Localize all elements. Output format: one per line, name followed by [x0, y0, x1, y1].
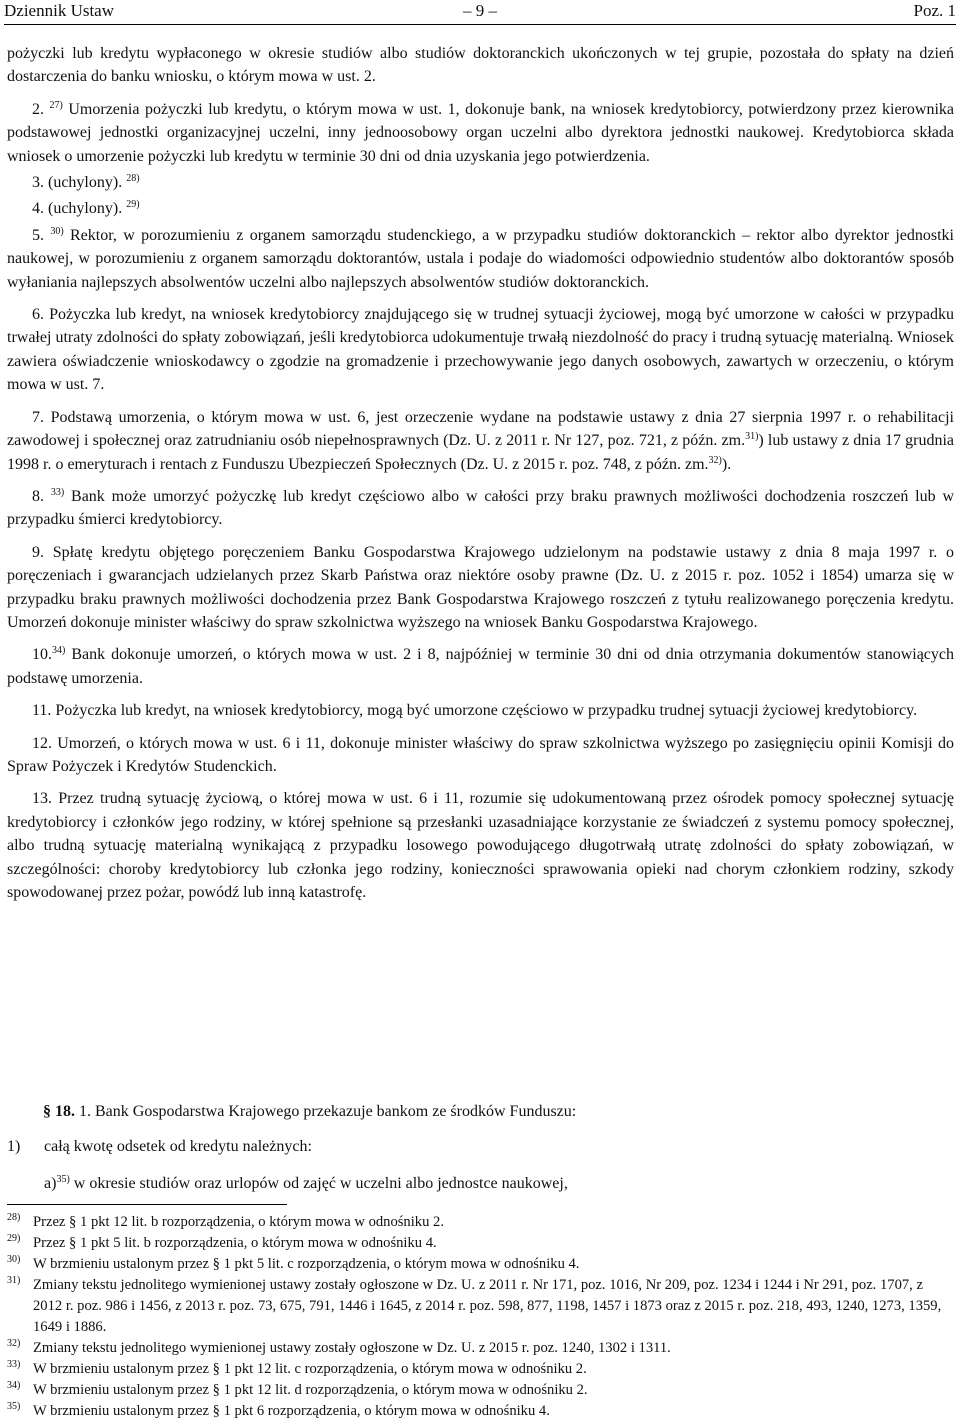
journal-title: Dziennik Ustaw: [4, 1, 115, 20]
footnote-mark: 28): [7, 1212, 21, 1223]
paragraph-text: Rektor, w porozumieniu z organem samorządu studenckiego, a w przypadku studiów doktoranckich – rektor albo dyrektor jednostki naukowej, w porozumieniu z organem samorządu doktorantów, ustala i podaje do wiadomości odpowiednio studentów albo doktorantów sposób wyłaniania najlepszych absolwentów uczelni albo najlepszych absolwentów studiów doktoranckich.: [7, 226, 955, 291]
footnote-ref: 31): [745, 431, 759, 443]
sub-list-item: [7, 1172, 954, 1195]
paragraph-10: [7, 643, 954, 690]
paragraph-text: Bank może umorzyć pożyczkę lub kredyt częściowo albo w całości przy braku prawnych możliwości dochodzenia roszczeń lub w przypadku śmierci kredytobiorcy.: [7, 487, 955, 529]
sub-list-text: w okresie studiów oraz urlopów od zajęć w uczelni albo jednostce naukowej,: [69, 1175, 568, 1192]
footnote: [7, 1233, 954, 1254]
paragraph-5: [7, 224, 954, 294]
footnote-mark: 34): [7, 1380, 21, 1391]
footnote-mark: 32): [7, 1338, 21, 1349]
footnote: [7, 1380, 954, 1401]
footnote-text: Przez § 1 pkt 12 lit. b rozporządzenia, o którym mowa w odnośniku 2.: [33, 1214, 444, 1230]
footnote-text: W brzmieniu ustalonym przez § 1 pkt 12 lit. d rozporządzenia, o którym mowa w odnośniku 2.: [33, 1382, 588, 1398]
footnote-ref: 30): [50, 225, 64, 237]
footnote: [7, 1359, 954, 1380]
footnote: [7, 1275, 954, 1338]
sub-list-letter: a): [44, 1175, 57, 1192]
page-number: – 9 –: [463, 1, 497, 20]
section-label: § 18.: [43, 1103, 75, 1120]
paragraph-number: 2.: [32, 100, 44, 118]
footnotes: [7, 1212, 954, 1422]
footnote-ref: 28): [126, 173, 140, 185]
footnote: [7, 1212, 954, 1233]
paragraph-text: ).: [721, 455, 732, 473]
section-18: [7, 1100, 954, 1195]
footnote-ref: 32): [708, 454, 722, 466]
footnote-mark: 29): [7, 1233, 21, 1244]
paragraph-4: [7, 197, 954, 220]
footnote: [7, 1401, 954, 1422]
footnote-ref: 34): [52, 645, 66, 657]
footnote-text: Przez § 1 pkt 5 lit. b rozporządzenia, o którym mowa w odnośniku 4.: [33, 1235, 437, 1251]
paragraph-text: 3. (uchylony).: [32, 174, 123, 192]
footnote-mark: 35): [7, 1401, 21, 1412]
paragraph-6: 6. Pożyczka lub kredyt, na wniosek kredytobiorcy znajdującego się w trudnej sytuacji życiowej, mogą być umorzone w całości w przypadku trwałej utraty zdolności do spłaty zobowiązań, jeśli kredytobiorca udokumentuje trwałą niezdolność do pracy i trudną sytuację materialną. Wniosek zawiera oświadczenie wnioskodawcy o zgodzie na gromadzenie i przechowywanie jego danych osobowych, zawartych w orzeczeniu, o którym mowa w ust. 7.: [7, 306, 954, 394]
footnote-separator: [7, 1204, 287, 1205]
footnote-text: Zmiany tekstu jednolitego wymienionej ustawy zostały ogłoszone w Dz. U. z 2015 r. poz. 1240, 1302 i 1311.: [33, 1340, 671, 1356]
paragraph-13: 13. Przez trudną sytuację życiową, o której mowa w ust. 6 i 11, rozumie się udokumentowaną przez ośrodek pomocy społecznej sytuację kredytobiorcy i członków jego rodziny, w której spełnione są przesłanki uzasadniające korzystanie ze świadczeń z systemu pomocy społecznej, albo trudną sytuację materialną wynikającą z przypadku losowego powodującego długotrwałą utratę zdolności do spłaty zobowiązań, w szczególności: choroby kredytobiorcy lub członka jego rodziny, konieczności sprawowania opieki nad chorym członkiem rodziny, szkody spowodowanej przez pożar, powódź lub inną katastrofę.: [7, 790, 954, 901]
footnote-ref: 27): [49, 99, 63, 111]
footnote-ref: 29): [126, 199, 140, 211]
footnote-mark: 30): [7, 1254, 21, 1265]
footnote-text: Zmiany tekstu jednolitego wymienionej ustawy zostały ogłoszone w Dz. U. z 2011 r. Nr 171, poz. 1016, Nr 209, poz. 1234 i 1244 i Nr 291, poz. 1707, z 2012 r. poz. 986 i 1456, z 2013 r. poz. 73, 675, 791, 1446 i 1645, z 2014 r. poz. 598, 877, 1198, 1457 i 1873 oraz z 2015 r. poz. 218, 493, 1240, 1273, 1359, 1649 i 1886.: [33, 1277, 942, 1335]
paragraph-3: [7, 171, 954, 194]
paragraph-text: 4. (uchylony).: [32, 200, 123, 218]
paragraph-8: [7, 485, 954, 532]
paragraph-text: Bank dokonuje umorzeń, o których mowa w ust. 2 i 8, najpóźniej w terminie 30 dni od dnia otrzymania dokumentów stanowiących podstawę umorzenia.: [7, 646, 954, 687]
footnote: [7, 1254, 954, 1275]
paragraph-7: [7, 406, 954, 476]
paragraph-number: 5.: [32, 226, 44, 244]
footnote-text: W brzmieniu ustalonym przez § 1 pkt 5 lit. c rozporządzenia, o którym mowa w odnośniku 4.: [33, 1256, 580, 1272]
position-number: Poz. 1: [913, 1, 956, 20]
paragraph-number: 8.: [32, 487, 44, 505]
paragraph-11: 11. Pożyczka lub kredyt, na wniosek kredytobiorcy, mogą być umorzone częściowo w przypadku trudnej sytuacji życiowej kredytobiorcy.: [32, 702, 918, 720]
footnote-text: W brzmieniu ustalonym przez § 1 pkt 6 rozporządzenia, o którym mowa w odnośniku 4.: [33, 1403, 550, 1419]
paragraph-text: ) lub ustawy z dnia 17 grudnia 1998 r. o emeryturach i rentach z Funduszu Ubezpieczeń Społecznych (Dz. U. z 2015 r. poz. 748, z późn. zm.: [7, 432, 955, 473]
footnote-ref: 33): [50, 486, 65, 498]
footnote-ref: 35): [56, 1174, 70, 1185]
paragraph-text: Umorzenia pożyczki lub kredytu, o którym mowa w ust. 1, dokonuje bank, na wniosek kredytobiorcy, potwierdzony przez kierownika podstawowej jednostki organizacyjnej uczelni, inny jednoosobowy organ uczelni albo dyrektora jednostki naukowej. Kredytobiorca składa wniosek o umorzenie pożyczki lub kredytu w terminie 30 dni od dnia uzyskania jego potwierdzenia.: [7, 100, 955, 165]
paragraph-9: 9. Spłatę kredytu objętego poręczeniem Banku Gospodarstwa Krajowego udzielonym na podstawie ustawy z dnia 8 maja 1997 r. o poręczeniach i gwarancjach udzielanych przez Skarb Państwa oraz niektóre osoby prawne (Dz. U. z 2015 r. poz. 1052 i 1854) umarza się w przypadku braku prawnych możliwości dochodzenia przez Bank Gospodarstwa Krajowego roszczeń z tytułu realizowanego poręczenia kredytu. Umorzeń dokonuje minister właściwy do spraw szkolnictwa wyższego na wniosek Banku Gospodarstwa Krajowego.: [7, 543, 954, 631]
footnote-mark: 33): [7, 1359, 21, 1370]
paragraph-number: 10.: [32, 646, 52, 664]
list-item: [7, 1135, 954, 1158]
footnote-mark: 31): [7, 1275, 21, 1286]
paragraph-continuation: pożyczki lub kredytu wypłaconego w okresie studiów albo studiów doktoranckich ukończonych w tej grupie, pozostała do spłaty na dzień dostarczenia do banku wniosku, o którym mowa w ust. 2.: [7, 45, 954, 86]
list-item-number: 1): [7, 1138, 21, 1155]
paragraph-2: [7, 98, 954, 168]
paragraph-text: 7. Podstawą umorzenia, o którym mowa w ust. 6, jest orzeczenie wydane na podstawie ustawy z dnia 27 sierpnia 1997 r. o rehabilitacji zawodowej i społecznej oraz zatrudnianiu osób niepełnosprawnych (Dz. U. z 2011 r. Nr 127, poz. 721, z późn. zm.: [7, 408, 954, 450]
section-18-heading: [7, 1100, 954, 1123]
paragraph-12: 12. Umorzeń, o których mowa w ust. 6 i 11, dokonuje minister właściwy do spraw szkolnictwa wyższego po zasięgnięciu opinii Komisji do Spraw Pożyczek i Kredytów Studenckich.: [7, 734, 954, 775]
footnote: [7, 1338, 954, 1359]
section-text: 1. Bank Gospodarstwa Krajowego przekazuje bankom ze środków Funduszu:: [75, 1103, 577, 1120]
main-text: [7, 42, 954, 904]
footnote-text: W brzmieniu ustalonym przez § 1 pkt 12 lit. c rozporządzenia, o którym mowa w odnośniku 2.: [33, 1361, 587, 1377]
page-header: [4, 0, 956, 25]
list-item-text: całą kwotę odsetek od kredytu należnych:: [44, 1138, 312, 1155]
